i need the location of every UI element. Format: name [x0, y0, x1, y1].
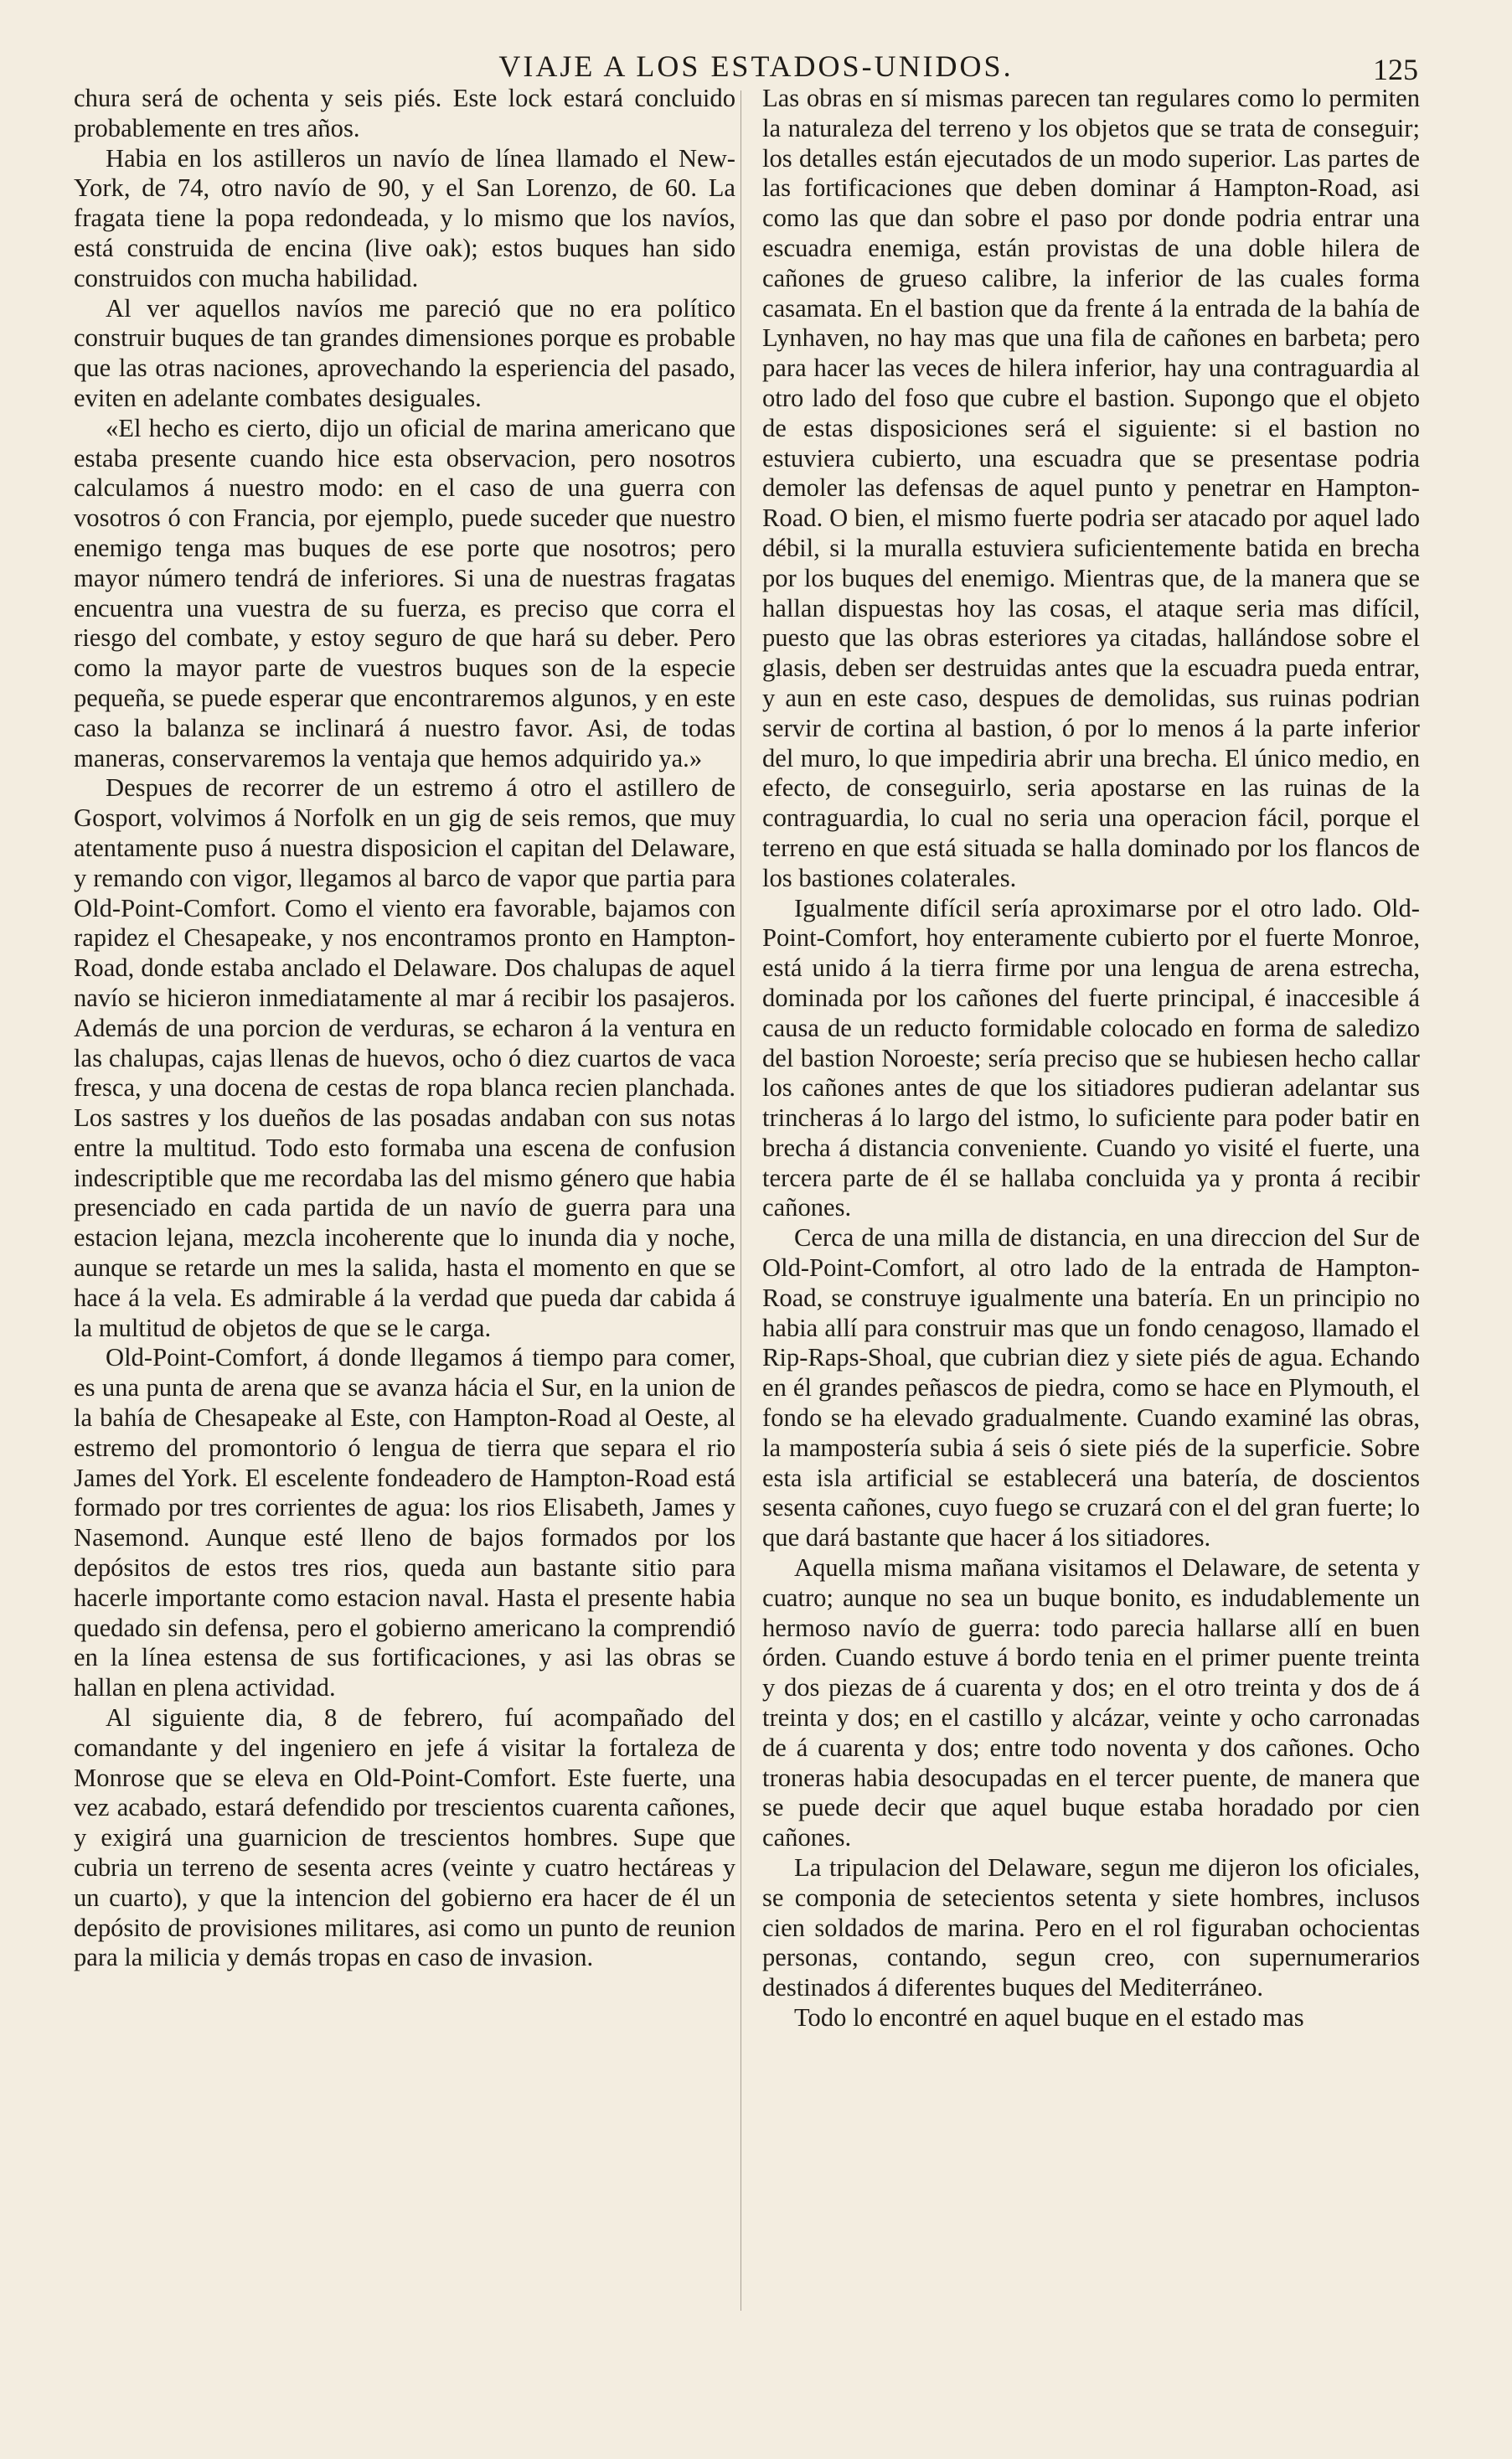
left-column [74, 84, 735, 1973]
paragraph: Las obras en sí mismas parecen tan regulares como lo permiten la naturaleza del terreno y los objetos que se trata de conseguir; los detalles están ejecutados de un modo superior. Las partes de las fortificaciones que deben dominar á Hampton-Road, asi como las que dan sobre el paso por donde podria entrar una escuadra enemiga, están provistas de una doble hilera de cañones de grueso calibre, la inferior de las cuales forma casamata. En el bastion que da frente á la entrada de la bahía de Lynhaven, no hay mas que una fila de cañones en barbeta; pero para hacer las veces de hilera inferior, hay una contraguardia al otro lado del foso que cubre el bastion. Supongo que el objeto de estas disposiciones será el siguiente: si el bastion no estuviera cubierto, una escuadra que se presentase podria demoler las defensas de aquel punto y penetrar en Hampton-Road. O bien, el mismo fuerte podria ser atacado por aquel lado débil, si la muralla estuviera suficientemente batida en brecha por los buques del enemigo. Mientras que, de la manera que se hallan dispuestas hoy las cosas, el ataque seria mas difícil, puesto que las obras esteriores ya citadas, hallándose sobre el glasis, deben ser destruidas antes que la escuadra pueda entrar, y aun en este caso, despues de demolidas, sus ruinas podrian servir de cortina al bastion, ó por lo menos á la parte inferior del muro, lo que impediria abrir una brecha. El único medio, en efecto, de conseguirlo, seria apostarse en las ruinas de la contraguardia, lo cual no seria una operacion fácil, porque el terreno en que está situada se halla dominado por los flancos de los bastiones colaterales. [762, 84, 1420, 892]
page-number: 125 [1373, 53, 1418, 86]
right-column [762, 84, 1420, 2033]
paragraph: Habia en los astilleros un navío de línea llamado el New-York, de 74, otro navío de 90, y el San Lorenzo, de 60. La fragata tiene la popa redondeada, y lo mismo que los navíos, está construida de encina (live oak); estos buques han sido construidos con mucha habilidad. [74, 143, 735, 292]
paragraph: Old-Point-Comfort, á donde llegamos á tiempo para comer, es una punta de arena que se avanza hácia el Sur, en la union de la bahía de Chesapeake al Este, con Hampton-Road al Oeste, al estremo del promontorio ó lengua de tierra que separa el rio James del York. El escelente fondeadero de Hampton-Road está formado por tres corrientes de agua: los rios Elisabeth, James y Nasemond. Aunque esté lleno de bajos formados por los depósitos de estos tres rios, queda aun bastante sitio para hacerle importante como estacion naval. Hasta el presente habia quedado sin defensa, pero el gobierno americano la comprendió en la línea estensa de sus fortificaciones, y asi las obras se hallan en plena actividad. [74, 1343, 735, 1702]
paragraph: Al ver aquellos navíos me pareció que no era político construir buques de tan grandes dimensiones porque es probable que las otras naciones, aprovechando la esperiencia del pasado, eviten en adelante combates desiguales. [74, 293, 735, 412]
paragraph: Aquella misma mañana visitamos el Delaware, de setenta y cuatro; aunque no sea un buque bonito, es indudablemente un hermoso navío de guerra: todo parecia hallarse allí en buen órden. Cuando estuve á bordo tenia en el primer puente treinta y dos piezas de á cuarenta y dos; en el otro treinta y dos de á treinta y dos; en el castillo y alcázar, veinte y ocho carronadas de á cuarenta y dos; entre todo noventa y dos cañones. Ocho troneras habia desocupadas en el tercer puente, de manera que se puede decir que aquel buque estaba horadado por cien cañones. [762, 1553, 1420, 1852]
paragraph: chura será de ochenta y seis piés. Este lock estará concluido probablemente en tres años. [74, 84, 735, 142]
paragraph: Igualmente difícil sería aproximarse por el otro lado. Old-Point-Comfort, hoy enteramente cubierto por el fuerte Monroe, está unido á la tierra firme por una lengua de arena estrecha, dominada por los cañones del fuerte principal, é inaccesible á causa de un reducto formidable colocado en forma de saledizo del bastion Noroeste; sería preciso que se hubiesen hecho callar los cañones antes de que los sitiadores pudieran adelantar sus trincheras á lo largo del istmo, lo suficiente para poder batir en brecha á distancia conveniente. Cuando yo visité el fuerte, una tercera parte de él se hallaba concluida ya y pronta á recibir cañones. [762, 893, 1420, 1222]
running-title: VIAJE A LOS ESTADOS-UNIDOS. [498, 49, 1014, 83]
paragraph: «El hecho es cierto, dijo un oficial de marina americano que estaba presente cuando hice esta observacion, pero nosotros calculamos á nuestro modo: en el caso de una guerra con vosotros ó con Francia, por ejemplo, puede suceder que nuestro enemigo tenga mas buques de ese porte que nosotros; pero mayor número tendrá de inferiores. Si una de nuestras fragatas encuentra una vuestra de su fuerza, es preciso que corra el riesgo del combate, y estoy seguro de que hará su deber. Pero como la mayor parte de vuestros buques son de la especie pequeña, se puede esperar que encontraremos algunos, y en este caso la balanza se inclinará á nuestro favor. Asi, de todas maneras, conservaremos la ventaja que hemos adquirido ya.» [74, 413, 735, 772]
paragraph: Todo lo encontré en aquel buque en el estado mas [794, 2003, 1304, 2032]
paragraph: Despues de recorrer de un estremo á otro el astillero de Gosport, volvimos á Norfolk en un gig de seis remos, que muy atentamente puso á nuestra disposicion el capitan del Delaware, y remando con vigor, llegamos al barco de vapor que partia para Old-Point-Comfort. Como el viento era favorable, bajamos con rapidez el Chesapeake, y nos encontramos pronto en Hampton-Road, donde estaba anclado el Delaware. Dos chalupas de aquel navío se hicieron inmediatamente al mar á recibir los pasajeros. Además de una porcion de verduras, se echaron á la ventura en las chalupas, cajas llenas de huevos, ocho ó diez cuartos de vaca fresca, y una docena de cestas de ropa blanca recien planchada. Los sastres y los dueños de las posadas andaban con sus notas entre la multitud. Todo esto formaba una escena de confusion indescriptible que me recordaba las del mismo género que habia presenciado en cada partida de un navío de guerra para una estacion lejana, mezcla incoherente que lo inunda dia y noche, aunque se retarde un mes la salida, hasta el momento en que se hace á la vela. Es admirable á la verdad que pueda dar cabida á la multitud de objetos de que se le carga. [74, 773, 735, 1342]
paragraph: Cerca de una milla de distancia, en una direccion del Sur de Old-Point-Comfort, al otro lado de la entrada de Hampton-Road, se construye igualmente una batería. En un principio no habia allí para construir mas que un fondo cenagoso, llamado el Rip-Raps-Shoal, que cubrian diez y siete piés de agua. Echando en él grandes peñascos de piedra, como se hace en Plymouth, el fondo se ha elevado gradualmente. Cuando examiné las obras, la mampostería subia á seis ó siete piés de la superficie. Sobre esta isla artificial se establecerá una batería, de doscientos sesenta cañones, cuyo fuego se cruzará con el del gran fuerte; lo que dará bastante que hacer á los sitiadores. [762, 1223, 1420, 1552]
paragraph: La tripulacion del Delaware, segun me dijeron los oficiales, se componia de setecientos setenta y siete hombres, inclusos cien soldados de marina. Pero en el rol figuraban ochocientas personas, contando, segun creo, con supernumerarios destinados á diferentes buques del Mediterráneo. [762, 1853, 1420, 2002]
paragraph: Al siguiente dia, 8 de febrero, fuí acompañado del comandante y del ingeniero en jefe á visitar la fortaleza de Monrose que se eleva en Old-Point-Comfort. Este fuerte, una vez acabado, estará defendido por trescientos cuarenta cañones, y exigirá una guarnicion de trescientos hombres. Supe que cubria un terreno de sesenta acres (veinte y cuatro hectáreas y un cuarto), y que la intencion del gobierno era hacer de él un depósito de provisiones militares, asi como un punto de reunion para la milicia y demás tropas en caso de invasion. [74, 1703, 735, 1972]
